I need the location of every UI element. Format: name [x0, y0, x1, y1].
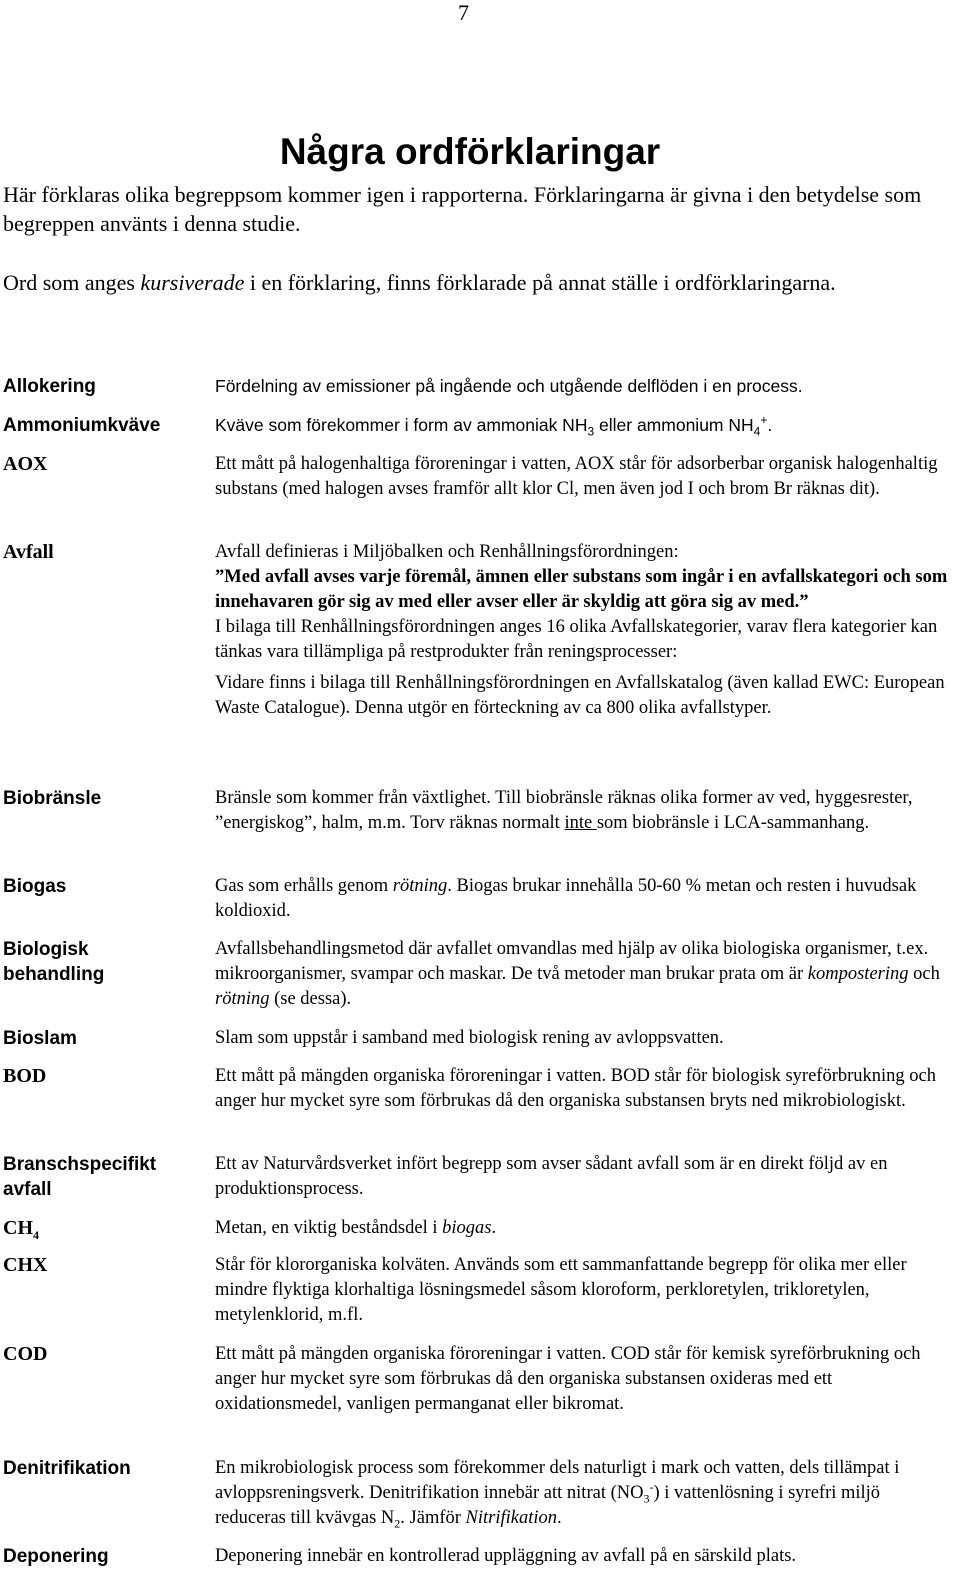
def-deponering: Deponering innebär en kontrollerad uppläggning av avfall på en särskild plats. [215, 1546, 797, 1566]
term-bod: BOD [3, 1065, 47, 1087]
term-deponering: Deponering [3, 1546, 109, 1567]
term-line: Biologisk [3, 939, 89, 960]
term-line: behandling [3, 964, 105, 985]
superscript: - [649, 1479, 654, 1494]
def-biogas [215, 874, 950, 924]
def-text: . Jämför [400, 1508, 466, 1528]
def-aox: Ett mått på halogenhaltiga föroreningar i vatten, AOX står för adsorberbar organisk halogenhaltig substans (med halogen avses framför allt klor Cl, men även jod I och brom Br räknas dit). [215, 454, 938, 499]
def-cod: Ett mått på mängden organiska föroreningar i vatten. COD står för kemisk syreförbrukning och anger hur mycket syre som förbrukas då den organiska substansen oxideras med ett oxidationsmedel, vanligen permanganat eller bikromat. [215, 1344, 921, 1414]
term-chx: CHX [3, 1254, 48, 1276]
term-biologisk-behandling [3, 937, 203, 987]
underlined-word: inte [564, 813, 597, 833]
def-ammoniumkvave [215, 413, 950, 438]
def-branschspecifikt-avfall: Ett av Naturvårdsverket infört begrepp som avser sådant avfall som är en direkt följd av en produktionsprocess. [215, 1154, 888, 1199]
def-text: Gas som erhålls genom [215, 876, 393, 896]
def-text: Kväve som förekommer i form av ammoniak NH [215, 415, 588, 435]
superscript: + [760, 413, 768, 428]
avfall-categories: I bilaga till Renhållningsförordningen anges 16 olika Avfallskategorier, varav flera kategorier kan tänkas vara tillämpliga på restprodukter från reningsprocesser: [215, 617, 938, 662]
term-branschspecifikt-avfall [3, 1152, 203, 1202]
intro-note-text: Ord som anges [3, 270, 141, 295]
def-biobransle [215, 786, 950, 836]
def-text: ) i vattenlösning i syrefri miljö reduceras till kvävgas N [215, 1483, 881, 1528]
term-aox: AOX [3, 453, 48, 475]
intro-note-italic: kursiverade [140, 270, 245, 295]
term-allokering: Allokering [3, 376, 96, 397]
def-italic: kompostering [807, 964, 909, 984]
term-line: Branschspecifikt [3, 1154, 157, 1175]
term-line: avfall [3, 1179, 52, 1200]
def-text: Avfallsbehandlingsmetod där avfallet omvandlas med hjälp av olika biologiska organismer, t.ex. mikroorganismer, svampar och maskar. De två metoder man brukar prata om är [215, 939, 929, 984]
term-denitrifikation: Denitrifikation [3, 1458, 131, 1479]
def-allokering: Fördelning av emissioner på ingående och utgående delflöden i en process. [215, 376, 803, 396]
def-biologisk-behandling [215, 937, 950, 1012]
term-biogas: Biogas [3, 876, 67, 897]
def-avfall [215, 540, 950, 721]
term-bioslam: Bioslam [3, 1028, 77, 1049]
def-ch4 [215, 1216, 950, 1241]
def-text: . Biogas brukar innehålla 50-60 % metan och resten i huvudsak koldioxid. [215, 876, 917, 921]
def-text: En mikrobiologisk process som förekommer dels naturligt i mark och vatten, dels tillämpat i avloppsreningsverk. Denitrifikation innebär att nitrat (NO [215, 1458, 900, 1503]
def-text: (se dessa). [269, 989, 352, 1009]
subscript: 4 [753, 424, 761, 439]
avfall-quote: ”Med avfall avses varje föremål, ämnen eller substans som ingår i en avfallskategori och som innehavaren gör sig av med eller avser eller är skyldig att göra sig av med.” [215, 567, 948, 612]
def-bioslam: Slam som uppstår i samband med biologisk rening av avloppsvatten. [215, 1028, 724, 1048]
term-avfall: Avfall [3, 541, 54, 563]
subscript: 2 [394, 1516, 401, 1531]
def-text: Metan, en viktig beståndsdel i [215, 1218, 443, 1238]
intro-paragraph: Här förklaras olika begreppsom kommer igen i rapporterna. Förklaringarna är givna i den betydelse som begreppen använts i denna studie. [3, 182, 922, 236]
term-ammoniumkvave: Ammoniumkväve [3, 415, 161, 436]
def-chx: Står för klororganiska kolväten. Används som ett sammanfattande begrepp för olika mer eller mindre flyktiga klorhaltiga lösningsmedel såsom kloroform, perkloretylen, trikloretylen, metylenklorid, m.fl. [215, 1255, 907, 1325]
subscript: 3 [643, 1491, 650, 1506]
subscript: 3 [587, 424, 595, 439]
page-title: Några ordförklaringar [279, 131, 661, 172]
def-text: . [557, 1508, 562, 1528]
def-bod: Ett mått på mängden organiska föroreningar i vatten. BOD står för biologisk syreförbrukning och anger hur mycket syre som förbrukas då den organiska substansen bryts ned mikrobiologiskt. [215, 1066, 936, 1111]
term-text: CH [3, 1217, 33, 1239]
def-text: . [491, 1218, 497, 1238]
subscript: 4 [33, 1228, 39, 1242]
def-text: eller ammonium NH [594, 415, 754, 435]
page-number: 7 [458, 0, 469, 25]
def-text: som biobränsle i LCA-sammanhang. [596, 813, 870, 833]
def-italic: rötning [392, 876, 448, 896]
avfall-catalog: Vidare finns i bilaga till Renhållningsförordningen en Avfallskatalog (även kallad EWC: European Waste Catalogue). Denna utgör en förteckning av ca 800 olika avfallstyper. [215, 673, 945, 718]
def-italic: Nitrifikation [465, 1508, 558, 1528]
avfall-intro: Avfall definieras i Miljöbalken och Renhållningsförordningen: [215, 542, 679, 562]
def-italic: biogas [442, 1218, 492, 1238]
term-ch4 [3, 1216, 203, 1241]
term-cod: COD [3, 1343, 48, 1365]
def-denitrifikation [215, 1456, 950, 1531]
def-italic: rötning [215, 989, 270, 1009]
term-biobransle: Biobränsle [3, 788, 102, 809]
def-text: . [767, 415, 773, 435]
def-text: och [908, 964, 940, 984]
intro-note-text-end: i en förklaring, finns förklarade på annat ställe i ordförklaringarna. [244, 270, 836, 295]
def-text: Bränsle som kommer från växtlighet. Till biobränsle räknas olika former av ved, hyggesrester, ”energiskog”, halm, m.m. Torv räknas normalt [215, 788, 913, 833]
intro-note [3, 268, 933, 297]
